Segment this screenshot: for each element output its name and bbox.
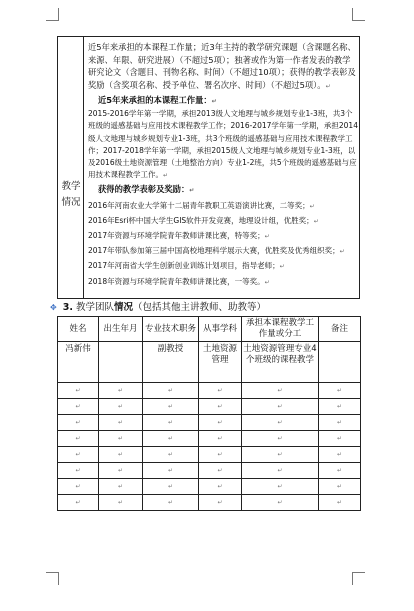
table-cell[interactable] <box>143 463 199 479</box>
table-cell[interactable] <box>242 495 319 511</box>
cell-end-mark: ↵ <box>217 499 223 506</box>
section-label-cell <box>58 37 84 298</box>
teaching-team-table <box>57 316 361 511</box>
table-cell[interactable] <box>319 399 361 415</box>
cell-end-mark: ↵ <box>277 499 283 506</box>
cell-end-mark: ↵ <box>277 467 283 474</box>
table-row <box>58 415 361 431</box>
teaching-content-cell[interactable] <box>88 41 358 289</box>
table-cell[interactable] <box>58 383 99 399</box>
cell-end-mark: ↵ <box>336 451 343 458</box>
cell-end-mark: ↵ <box>277 483 283 490</box>
crop-mark-bottom-right <box>352 572 365 585</box>
table-cell[interactable] <box>319 447 361 463</box>
cell-end-mark: ↵ <box>167 499 174 506</box>
cell-remarks[interactable] <box>319 342 361 383</box>
cell-end-mark: ↵ <box>75 467 81 474</box>
table-cell[interactable] <box>99 447 143 463</box>
cell-end-mark: ↵ <box>117 403 124 410</box>
cell-end-mark: ↵ <box>277 451 283 458</box>
table-cell[interactable] <box>99 415 143 431</box>
table-cell[interactable] <box>199 447 242 463</box>
cell-end-mark: ↵ <box>117 499 124 506</box>
cell-end-mark: ↵ <box>217 387 223 394</box>
cell-end-mark: ↵ <box>117 483 124 490</box>
table-cell[interactable] <box>58 495 99 511</box>
cell-end-mark: ↵ <box>75 419 81 426</box>
cell-birth[interactable] <box>99 342 143 383</box>
cell-end-mark: ↵ <box>336 403 343 410</box>
table-cell[interactable] <box>58 447 99 463</box>
award-item: 2018年资源与环境学院青年教师讲课比赛，一等奖。↵ <box>88 276 270 286</box>
table-move-handle-icon[interactable]: ✥ <box>50 303 57 312</box>
table-cell[interactable] <box>242 447 319 463</box>
table-row <box>58 383 361 399</box>
cell-end-mark: ↵ <box>167 435 174 442</box>
table-cell[interactable] <box>143 431 199 447</box>
cell-end-mark: ↵ <box>336 435 343 442</box>
cell-name[interactable]: 冯新伟 <box>58 342 99 383</box>
table-cell[interactable] <box>242 399 319 415</box>
cell-end-mark: ↵ <box>277 419 283 426</box>
content-instructions: 近5年来承担的本课程工作量；近3年主持的教学研究课题（含课题名称、来源、年限、研究进展）（不超过5项）；独著或作为第一作者发表的教学研究论文（含题目、刊物名称、时间）（不超过10项）；获得的教学表彰及奖励（含奖项名称、授予单位、署名次序、时间）（不超过5项）。↵ <box>88 42 356 90</box>
cell-end-mark: ↵ <box>75 483 81 490</box>
team-section-title: ✥ 3. 教学团队情况（包括其他主讲教师、助教等） <box>50 302 267 313</box>
table-cell[interactable] <box>242 383 319 399</box>
header-workload: 承担本课程教学工作量或分工 <box>242 317 319 342</box>
crop-mark-top-right <box>352 8 365 21</box>
table-cell[interactable] <box>99 463 143 479</box>
table-row <box>58 463 361 479</box>
table-cell[interactable] <box>199 463 242 479</box>
table-cell[interactable] <box>199 479 242 495</box>
table-cell[interactable] <box>143 447 199 463</box>
table-cell[interactable] <box>143 383 199 399</box>
table-cell[interactable] <box>199 431 242 447</box>
table-row <box>58 431 361 447</box>
award-item: 2017年河南省大学生创新创业训练计划项目，指导老师；↵ <box>88 261 285 271</box>
cell-end-mark: ↵ <box>217 467 223 474</box>
cell-title[interactable]: 副教授 <box>143 342 199 383</box>
table-cell[interactable] <box>143 495 199 511</box>
table-cell[interactable] <box>99 383 143 399</box>
table-cell[interactable] <box>199 495 242 511</box>
header-discipline: 从事学科 <box>199 317 242 342</box>
cell-end-mark: ↵ <box>167 387 174 394</box>
award-item: 2016年河南农业大学第十二届青年教职工英语演讲比赛，二等奖；↵ <box>88 200 315 210</box>
header-birth: 出生年月 <box>99 317 143 342</box>
cell-end-mark: ↵ <box>217 419 223 426</box>
section-label: 教学情况 <box>61 181 81 208</box>
cell-workload[interactable]: 土地资源管理专业4个班级的课程教学 <box>242 342 319 383</box>
table-cell[interactable] <box>242 431 319 447</box>
table-cell[interactable] <box>199 383 242 399</box>
table-cell[interactable] <box>58 479 99 495</box>
table-cell[interactable] <box>242 479 319 495</box>
cell-end-mark: ↵ <box>336 499 343 506</box>
cell-end-mark: ↵ <box>75 403 81 410</box>
cell-end-mark: ↵ <box>167 403 174 410</box>
table-cell[interactable] <box>319 495 361 511</box>
cell-end-mark: ↵ <box>75 451 81 458</box>
cell-end-mark: ↵ <box>75 499 81 506</box>
teaching-situation-table <box>57 36 360 299</box>
table-row <box>58 479 361 495</box>
cell-end-mark: ↵ <box>75 435 81 442</box>
cell-end-mark: ↵ <box>277 403 283 410</box>
cell-end-mark: ↵ <box>336 419 343 426</box>
award-item: 2017年资源与环境学院青年教师讲课比赛，特等奖；↵ <box>88 231 270 241</box>
cell-end-mark: ↵ <box>117 451 124 458</box>
cell-end-mark: ↵ <box>217 451 223 458</box>
table-cell[interactable] <box>319 415 361 431</box>
table-cell[interactable] <box>319 383 361 399</box>
cell-end-mark: ↵ <box>277 435 283 442</box>
table-cell[interactable] <box>319 431 361 447</box>
table-cell[interactable] <box>319 463 361 479</box>
award-item: 2016年Esri杯中国大学生GIS软件开发竞赛，地理设计组，优胜奖；↵ <box>88 215 319 225</box>
cell-end-mark: ↵ <box>336 387 343 394</box>
table-cell[interactable] <box>242 415 319 431</box>
table-cell[interactable] <box>99 399 143 415</box>
table-cell[interactable] <box>242 463 319 479</box>
table-cell[interactable] <box>58 463 99 479</box>
table-cell[interactable] <box>58 399 99 415</box>
table-cell[interactable] <box>319 479 361 495</box>
table-row <box>58 447 361 463</box>
cell-end-mark: ↵ <box>117 435 124 442</box>
table-cell[interactable] <box>199 399 242 415</box>
cell-end-mark: ↵ <box>217 435 223 442</box>
crop-mark-top-left <box>46 8 59 21</box>
table-cell[interactable] <box>143 399 199 415</box>
table-cell[interactable] <box>199 415 242 431</box>
table-cell[interactable] <box>58 415 99 431</box>
cell-end-mark: ↵ <box>167 467 174 474</box>
table-cell[interactable] <box>143 415 199 431</box>
header-title: 专业技术职务 <box>143 317 199 342</box>
cell-end-mark: ↵ <box>336 483 343 490</box>
table-cell[interactable] <box>99 431 143 447</box>
cell-end-mark: ↵ <box>117 419 124 426</box>
cell-end-mark: ↵ <box>217 403 223 410</box>
cell-end-mark: ↵ <box>167 451 174 458</box>
cell-end-mark: ↵ <box>167 483 174 490</box>
cell-end-mark: ↵ <box>75 387 81 394</box>
cell-end-mark: ↵ <box>117 467 124 474</box>
table-header-row <box>58 317 361 342</box>
crop-mark-bottom-left <box>46 572 59 585</box>
table-row <box>58 342 361 383</box>
table-row <box>58 495 361 511</box>
table-cell[interactable] <box>58 431 99 447</box>
workload-text: 2015-2016学年第一学期，承担2013级人文地理与城乡规划专业1-3班，共3个班级的遥感基础与应用技术课程教学工作；2016-2017学年第一学期，承担2014级人文地理与城乡规划专业1-3班，共3个班级的遥感基础与应用技术课程教学工作；2017-2018学年第一学期，承担2015级人文地理与城乡规划专业1-3班，以及2016级土地资源管理（土地整治方向）专业1-2班，共5个班级的遥感基础与应用技术课程教学工作。↵ <box>88 109 358 180</box>
cell-discipline[interactable]: 土地资源管理 <box>199 342 242 383</box>
header-name: 姓名 <box>58 317 99 342</box>
header-remarks: 备注 <box>319 317 361 342</box>
table-row <box>58 399 361 415</box>
workload-heading: 近5年来承担的本课程工作量：↵ <box>98 95 217 105</box>
cell-end-mark: ↵ <box>336 467 343 474</box>
cell-end-mark: ↵ <box>217 483 223 490</box>
table-cell[interactable] <box>99 495 143 511</box>
awards-heading: 获得的教学表彰及奖励：↵ <box>98 184 195 195</box>
award-item: 2017年带队参加第三届中国高校地理科学展示大赛，优胜奖及优秀组织奖；↵ <box>88 246 345 256</box>
cell-end-mark: ↵ <box>167 419 174 426</box>
table-cell[interactable] <box>99 479 143 495</box>
table-cell[interactable] <box>143 479 199 495</box>
cell-end-mark: ↵ <box>277 387 283 394</box>
cell-end-mark: ↵ <box>117 387 124 394</box>
